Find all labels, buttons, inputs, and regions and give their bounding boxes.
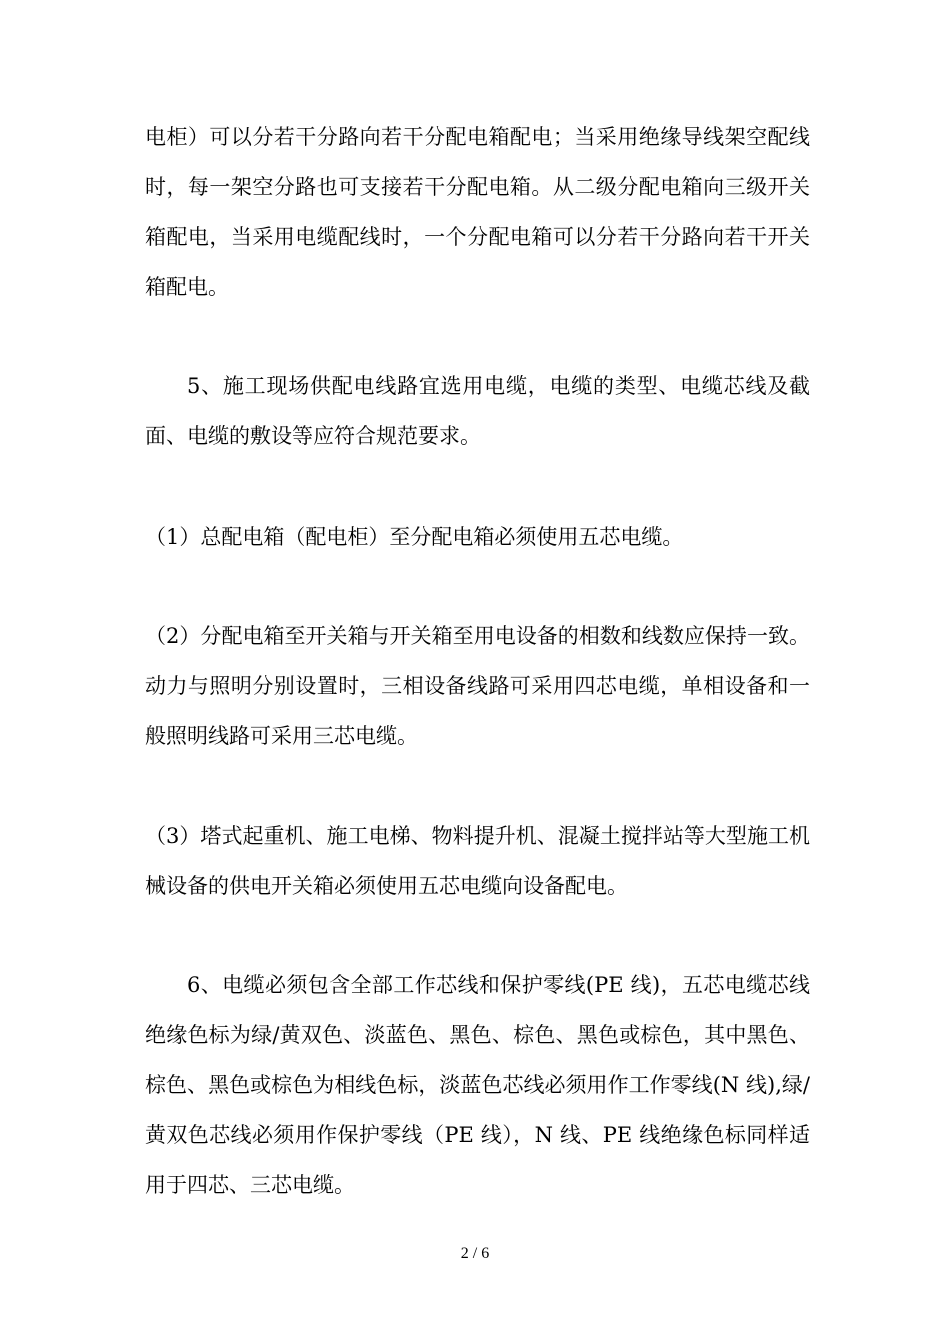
paragraph-continuation: 电柜）可以分若干分路向若干分配电箱配电；当采用绝缘导线架空配线时，每一架空分路也可支接若干分配电箱。从二级分配电箱向三级开关箱配电，当采用电缆配线时，一个分配电箱可以分若干分路向若干开关箱配电。: [145, 125, 810, 299]
paragraph-subitem-2: （2）分配电箱至开关箱与开关箱至用电设备的相数和线数应保持一致。动力与照明分别设置时，三相设备线路可采用四芯电缆，单相设备和一般照明线路可采用三芯电缆。: [145, 624, 810, 748]
page-number: 2 / 6: [460, 1245, 490, 1262]
paragraph-item-6: 6、电缆必须包含全部工作芯线和保护零线(PE 线)，五芯电缆芯线绝缘色标为绿/黄双色、淡蓝色、黑色、棕色、黑色或棕色，其中黑色、棕色、黑色或棕色为相线色标，淡蓝色芯线必须用作工作零线(N 线),绿/黄双色芯线必须用作保护零线（PE 线），N 线、PE 线绝缘色标同样适用于四芯、三芯电缆。: [145, 973, 810, 1197]
paragraph-subitem-3: （3）塔式起重机、施工电梯、物料提升机、混凝土搅拌站等大型施工机械设备的供电开关箱必须使用五芯电缆向设备配电。: [145, 824, 810, 898]
paragraph-subitem-1: （1）总配电箱（配电柜）至分配电箱必须使用五芯电缆。: [145, 525, 684, 549]
paragraph-item-5: 5、施工现场供配电线路宜选用电缆，电缆的类型、电缆芯线及截面、电缆的敷设等应符合规范要求。: [145, 374, 810, 448]
